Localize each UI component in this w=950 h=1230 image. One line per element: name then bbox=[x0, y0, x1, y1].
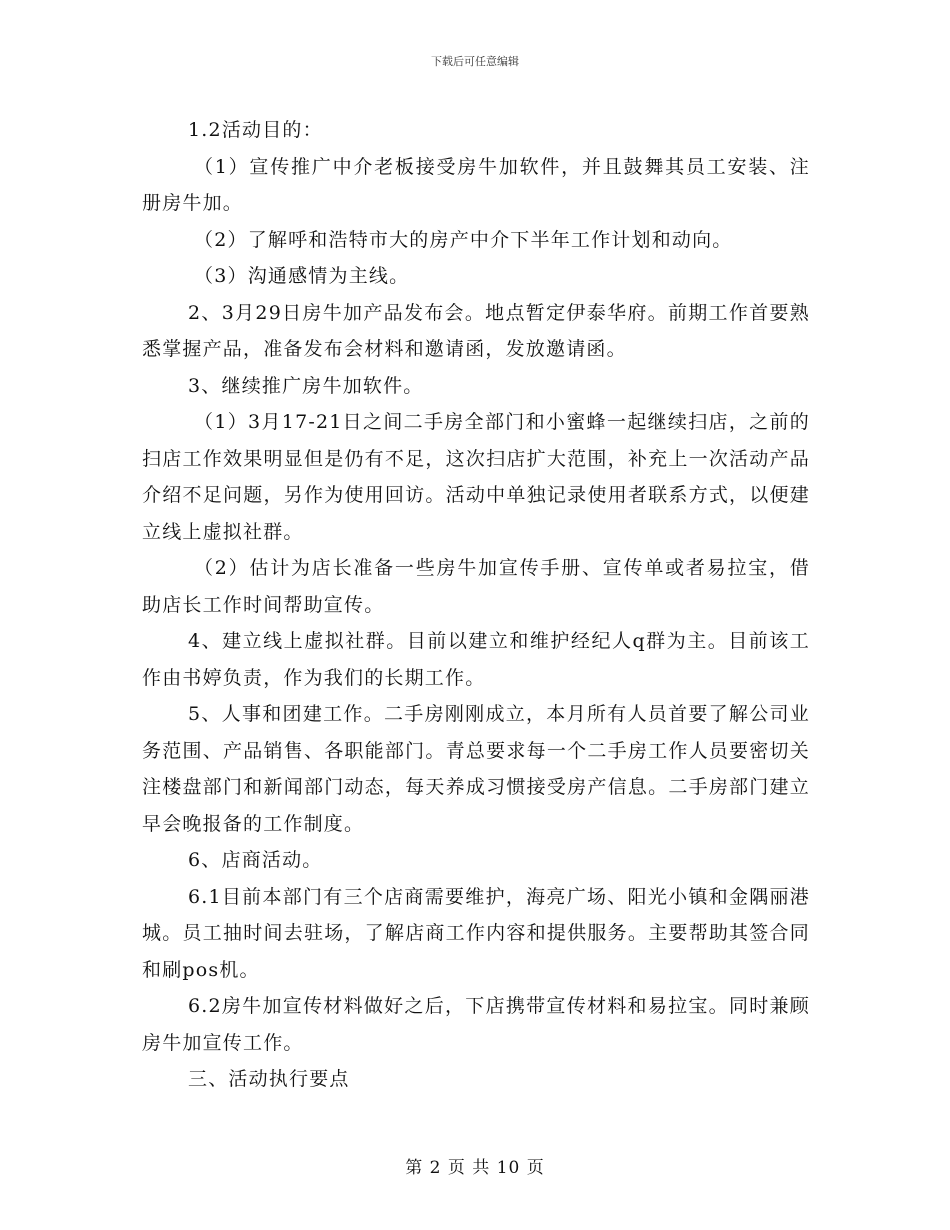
paragraph-item-2: 2、3月29日房牛加产品发布会。地点暂定伊泰华府。前期工作首要熟悉掌握产品，准备发布会材料和邀请函，发放邀请函。 bbox=[142, 301, 810, 360]
paragraph-goal-1: （1）宣传推广中介老板接受房牛加软件，并且鼓舞其员工安装、注册房牛加。 bbox=[142, 155, 810, 214]
paragraph-item-5: 5、人事和团建工作。二手房刚刚成立，本月所有人员首要了解公司业务范围、产品销售、各职能部门。青总要求每一个二手房工作人员要密切关注楼盘部门和新闻部门动态，每天养成习惯接受房产信息。二手房部门建立早会晚报备的工作制度。 bbox=[142, 703, 810, 835]
page-footer: 第 2 页 共 10 页 bbox=[405, 1158, 545, 1178]
paragraph-item-4: 4、建立线上虚拟社群。目前以建立和维护经纪人q群为主。目前该工作由书婷负责，作为我们的长期工作。 bbox=[142, 630, 810, 689]
paragraph-item-6: 6、店商活动。 bbox=[188, 849, 323, 871]
paragraph-goal-2: （2）了解呼和浩特市大的房产中介下半年工作计划和动向。 bbox=[194, 228, 733, 251]
page-header: 下载后可任意编辑 bbox=[431, 55, 519, 68]
paragraph-item-6-1: 6.1目前本部门有三个店商需要维护，海亮广场、阳光小镇和金隅丽港城。员工抽时间去驻场，了解店商工作内容和提供服务。主要帮助其签合同和刷pos机。 bbox=[142, 885, 810, 981]
paragraph-item-6-2: 6.2房牛加宣传材料做好之后，下店携带宣传材料和易拉宝。同时兼顾房牛加宣传工作。 bbox=[142, 995, 810, 1054]
document-body bbox=[142, 112, 810, 1098]
paragraph-item-3: 3、继续推广房牛加软件。 bbox=[188, 374, 424, 397]
paragraph-goal-3: （3）沟通感情为主线。 bbox=[194, 265, 410, 287]
section-heading-3: 三、活动执行要点 bbox=[188, 1068, 350, 1090]
paragraph-item-3-2: （2）估计为店长准备一些房牛加宣传手册、宣传单或者易拉宝，借助店长工作时间帮助宣传。 bbox=[142, 557, 810, 616]
paragraph-item-3-1: （1）3月17-21日之间二手房全部门和小蜜蜂一起继续扫店，之前的扫店工作效果明显但是仍有不足，这次扫店扩大范围，补充上一次活动产品介绍不足问题，另作为使用回访。活动中单独记录使用者联系方式，以便建立线上虚拟社群。 bbox=[142, 411, 810, 543]
paragraph-1-2-goal: 1.2活动目的： bbox=[188, 119, 323, 141]
